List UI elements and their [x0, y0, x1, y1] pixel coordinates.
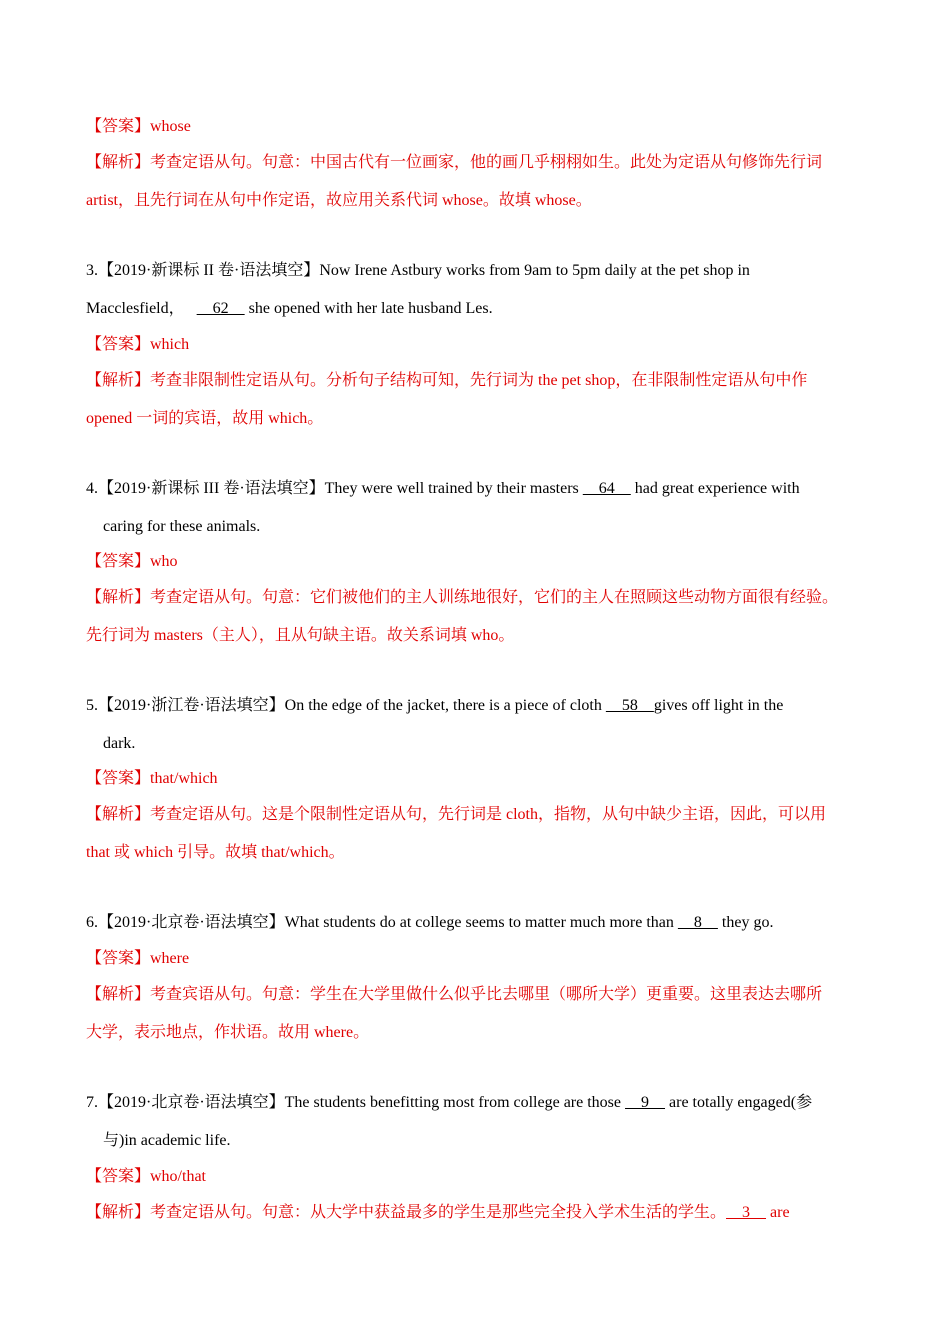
question-text: had great experience with — [630, 480, 800, 497]
question-blank: 58 — [605, 697, 654, 714]
answer-line: 【答案】who — [86, 553, 178, 570]
question-blank: 9 — [625, 1094, 666, 1111]
question-line: 与)in academic life. — [103, 1132, 231, 1149]
analysis-line: artist，且先行词在从句中作定语，故应用关系代词 whose。故填 whose。 — [86, 192, 592, 209]
analysis-blank: 3 — [726, 1204, 767, 1221]
answer-line: 【答案】that/which — [86, 770, 218, 787]
answer-line: 【答案】which — [86, 336, 190, 353]
question-blank: 64 — [582, 480, 631, 497]
question-line: 3.【2019·新课标 II 卷·语法填空】Now Irene Astbury works from 9am to 5pm daily at the pet shop in — [86, 262, 750, 279]
question-text: Macclesfield， — [86, 300, 185, 317]
answer-line: 【答案】who/that — [86, 1168, 206, 1185]
analysis-line: 大学，表示地点，作状语。故用 where。 — [86, 1024, 370, 1041]
analysis-line — [86, 1203, 790, 1223]
question-line — [86, 913, 773, 933]
question-line — [86, 1093, 812, 1113]
question-text: they go. — [717, 914, 774, 931]
analysis-line: 【解析】考查定语从句。这是个限制性定语从句，先行词是 cloth，指物，从句中缺少主语，因此，可以用 — [86, 806, 826, 823]
question-text: 4.【2019·新课标 III 卷·语法填空】They were well trained by their masters — [86, 480, 583, 497]
analysis-line: 【解析】考查定语从句。句意：它们被他们的主人训练地很好，它们的主人在照顾这些动物方面很有经验。 — [86, 589, 839, 606]
question-line — [86, 299, 493, 319]
question-text: are totally engaged(参 — [665, 1094, 813, 1111]
analysis-text: are — [766, 1204, 790, 1221]
analysis-text: 【解析】考查定语从句。句意：从大学中获益最多的学生是那些完全投入学术生活的学生。 — [86, 1204, 727, 1221]
analysis-line: 【解析】考查宾语从句。句意：学生在大学里做什么似乎比去哪里（哪所大学）更重要。这里表达去哪所 — [86, 986, 823, 1003]
question-text: gives off light in the — [653, 697, 784, 714]
analysis-line: opened 一词的宾语，故用 which。 — [86, 410, 324, 427]
question-line: dark. — [103, 735, 136, 752]
analysis-line: 【解析】考查非限制性定语从句。分析句子结构可知，先行词为 the pet shop，在非限制性定语从句中作 — [86, 372, 808, 389]
question-blank: 8 — [677, 914, 718, 931]
analysis-line: 【解析】考查定语从句。句意：中国古代有一位画家，他的画几乎栩栩如生。此处为定语从句修饰先行词 — [86, 154, 823, 171]
question-line — [86, 696, 783, 716]
question-text: she opened with her late husband Les. — [244, 300, 493, 317]
answer-line: 【答案】where — [86, 950, 190, 967]
question-text: 7.【2019·北京卷·语法填空】The students benefitting most from college are those — [86, 1094, 626, 1111]
question-blank: 62 — [196, 300, 245, 317]
answer-line: 【答案】whose — [86, 118, 191, 135]
question-line — [86, 479, 800, 499]
question-text: 6.【2019·北京卷·语法填空】What students do at college seems to matter much more than — [86, 914, 678, 931]
question-text: 5.【2019·浙江卷·语法填空】On the edge of the jacket, there is a piece of cloth — [86, 697, 606, 714]
analysis-line: 先行词为 masters（主人），且从句缺主语。故关系词填 who。 — [86, 627, 515, 644]
analysis-line: that 或 which 引导。故填 that/which。 — [86, 844, 345, 861]
question-line: caring for these animals. — [103, 518, 261, 535]
